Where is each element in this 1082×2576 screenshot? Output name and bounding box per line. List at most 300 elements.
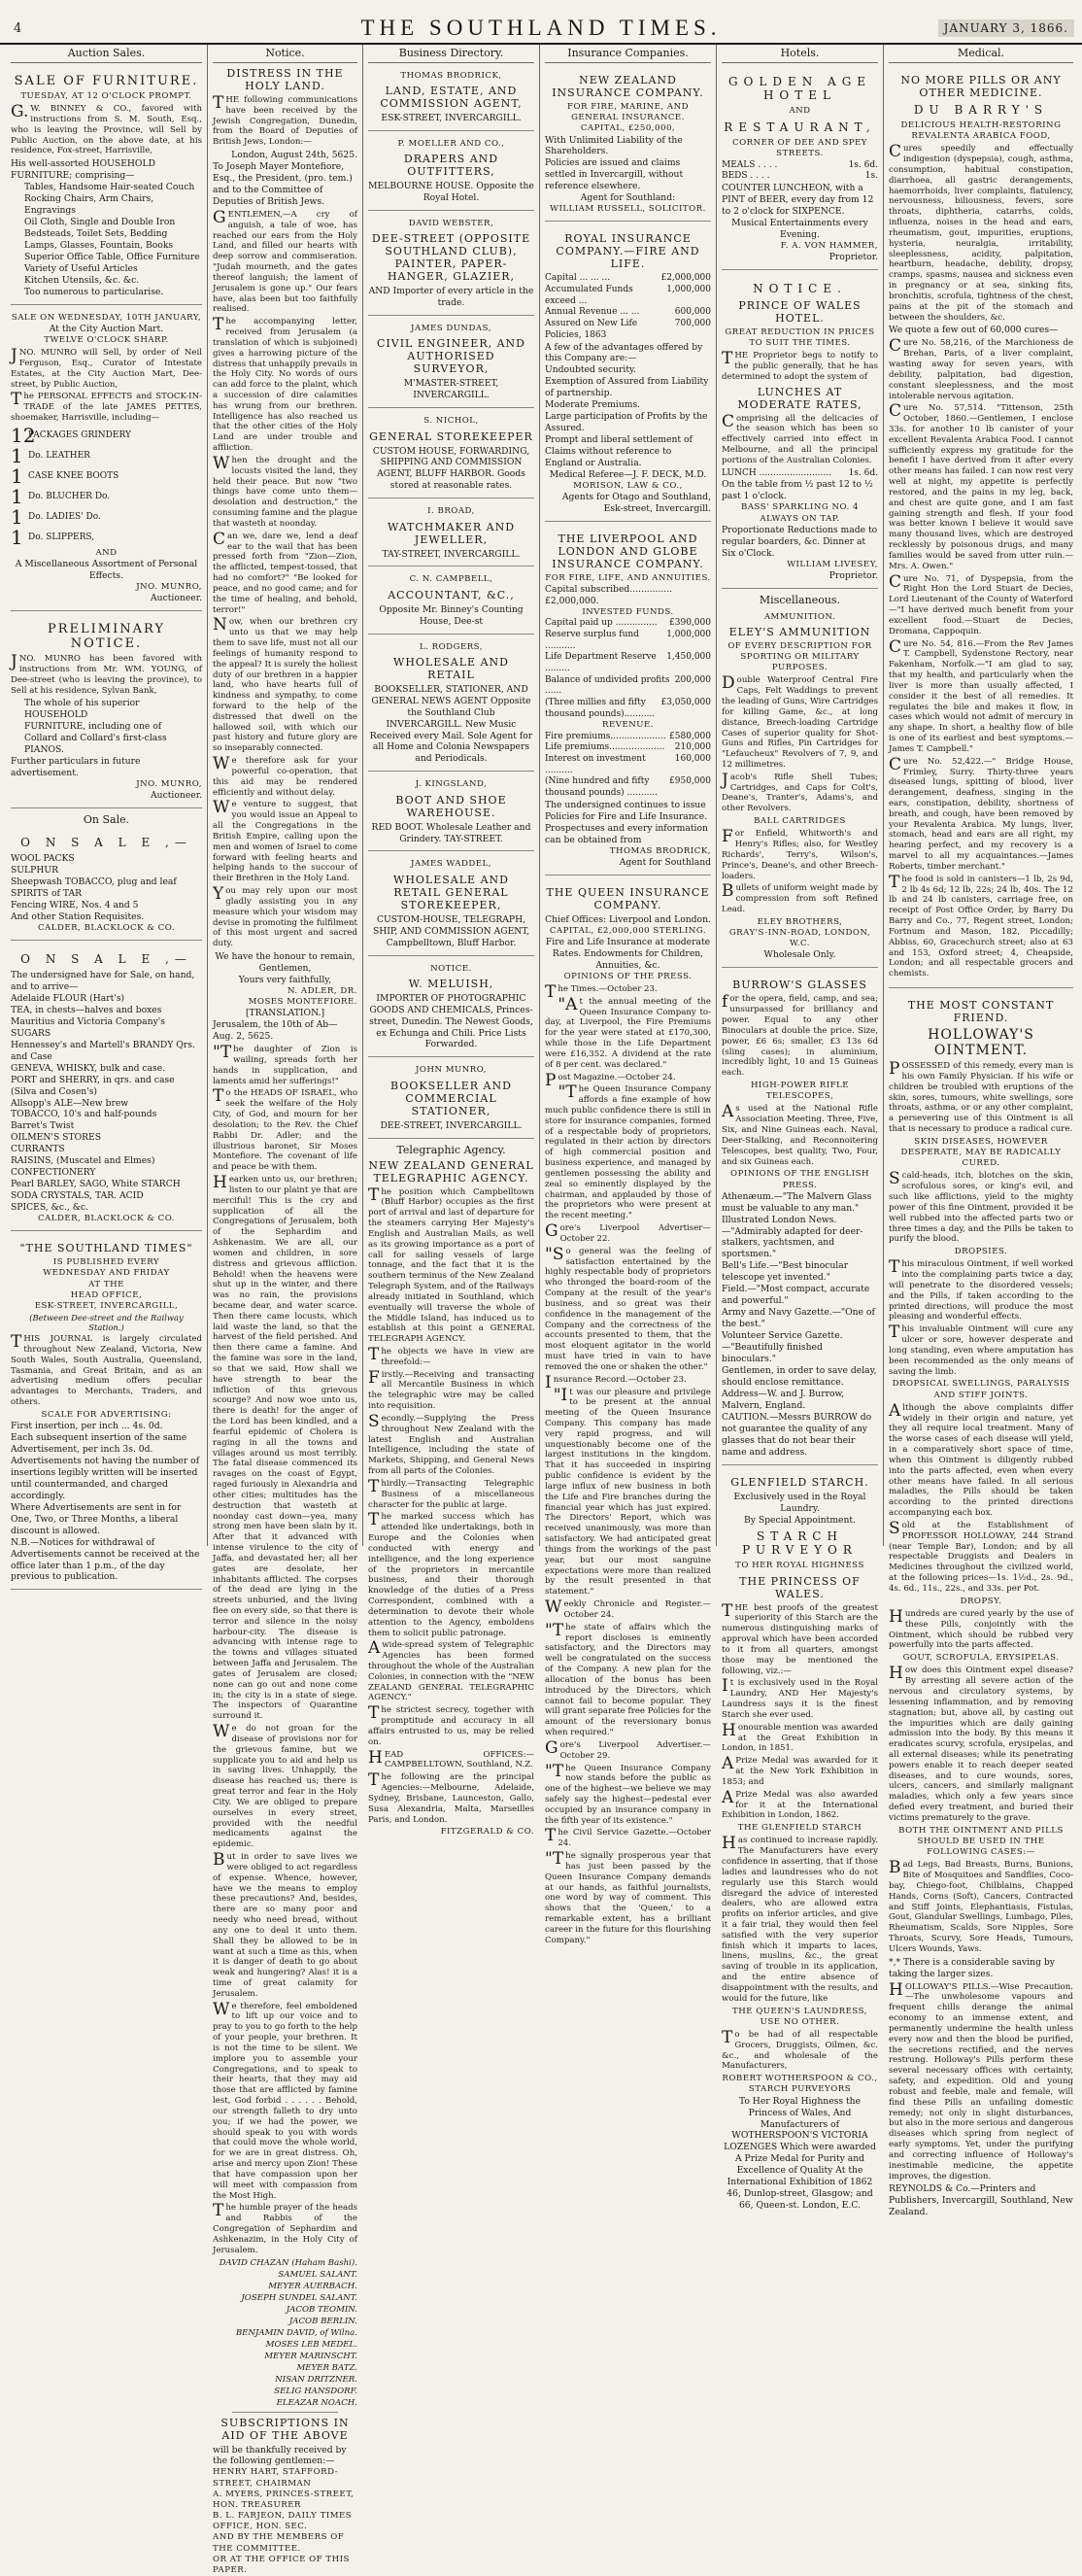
signer-role: Auctioneer.	[151, 790, 202, 802]
entry-trade: WHOLESALE AND RETAIL GENERAL STOREKEEPER,	[393, 873, 509, 911]
ad-body: Has continued to increase rapidly. The Manufacturers have every confidence in asserting, that if those ladies and laundresses who do not regularly use this Starch would disregard the advice of interested dealers, who are allowed extra profits on inferior articles, and give it a fair trial, they would then feel satisfied with the very superior finish which it imparts to laces, linens, muslins, &c., the great saving of trouble in its application, and the entire absence of disappointment with the results, and would for the future, like	[722, 1834, 878, 2004]
ad-line: To Her Royal Highness the Princess of Wales, And Manufacturers of WOTHERSPOON'S VICTORIA LOZENGES Which were awarded A Prize Medal for Purity and Excellence of Quality At the International Exhibition of 1862	[724, 2095, 876, 2188]
article-paragraph: The humble prayer of the heads and Rabbis of the Congregation of Sephardim and Ashkenazim, in the Holy City of Jerusalem.	[213, 2201, 357, 2255]
signatory-name: MEYER AUERBACH.	[268, 2281, 357, 2291]
ad-line: We quote a few out of 60,000 cures—	[889, 325, 1059, 336]
ad-title: BURROW'S GLASSES	[732, 979, 867, 992]
ad-body: Bullets of uniform weight made by compression from soft Refined Lead.	[722, 881, 878, 915]
ad-agent: THOMAS BRODRICK,	[609, 845, 711, 856]
article-to: To Joseph Mayer Montefiore, Esq., the President, (pro. tem.) and to the Committee of Deputies of British Jews.	[213, 161, 353, 207]
royal-insurance-ad	[545, 225, 711, 522]
ad-line: *,* There is a considerable saving by taking the larger sizes.	[889, 1956, 1055, 1979]
price-row: MEALS . . . . 1s. 6d.	[722, 159, 878, 170]
list-item: Hennessey's and Martell's BRANDY Qrs. and Case	[11, 1039, 195, 1062]
article-close: We have the honour to remain,	[215, 951, 355, 963]
ledger-total: (Three millies and fifty thousand pounds)........... £3,050,000	[545, 698, 711, 719]
section-heading: Business Directory.	[368, 45, 534, 63]
list-item: CURRANTS	[11, 1144, 65, 1155]
list-item: Fencing WIRE, Nos. 4 and 5	[11, 899, 139, 910]
ad-further: Further particulars in future advertisement.	[11, 756, 141, 779]
pub-body: THIS JOURNAL is largely circulated throughout New Zealand, Victoria, New South Wales, South Australia, Queensland, Tasmania, and Great Britain, and as an advertising medium offers peculiar advantages to Merchants, Traders, and others.	[11, 1332, 202, 1408]
ad-title: NEW ZEALAND INSURANCE COMPANY.	[552, 74, 704, 99]
subscription-entry: B. L. FARJEON, DAILY TIMES OFFICE, HON. SEC.	[213, 2511, 353, 2532]
agency-paragraph: The marked success which has attended like undertakings, both in Europe and the Colonies when conducted with energy and intelligence, and the long experience of the proprietors in mercantile business, and their thorough knowledge of the duties of a Press Correspondent, combined with a determination to devote their whole attention to the Agency, emboldens them to solicit public patronage.	[368, 1510, 534, 1638]
ad-body: Scald-heads, itch, blotches on the skin, scrofulous sores, or king's evil, and such like afflictions, yield to the mighty power of this fine Ointment, provided it be well rubbed into the affected parts two or three times a day, and the Pills be taken to purify the blood.	[889, 1169, 1073, 1245]
ad-line: A few of the advantages offered by this Company are:—	[545, 341, 703, 364]
price-table	[722, 160, 878, 183]
ad-line: With Unlimited Liability of the Shareholders.	[545, 134, 683, 157]
agency-paragraph: Thirdly.—Transacting Telegraphic Business of a miscellaneous character for the public at large.	[368, 1476, 534, 1510]
item-list	[11, 423, 202, 549]
ad-subtitle: FOR FIRE, LIFE, AND ANNUITIES.	[545, 573, 711, 584]
section-heading: On Sale.	[83, 813, 130, 827]
ad-body: THE Proprietor begs to notify to the public generally, that he has determined to adopt the system of	[722, 349, 878, 382]
subscription-list	[213, 2467, 357, 2576]
list-item: Kitchen Utensils, &c. &c.	[24, 274, 140, 286]
list-item: SPIRITS of TAR	[11, 888, 83, 900]
entry-trade: ACCOUNTANT, &C.,	[388, 588, 515, 601]
signer-role: STARCH PURVEYORS	[748, 2084, 852, 2095]
article-date: London, August 24th, 5625.	[231, 150, 357, 161]
list-item: Barret's Twist	[11, 1120, 75, 1132]
pub-rate: N.B.—Notices for withdrawal of Advertisements cannot be received at the office later than 1 p.m., of the day previous to publication.	[11, 1536, 200, 1583]
ad-body: The food is sold in canisters—1 lb, 2s 9d, 2 lb 4s 6d; 12 lb, 22s; 24 lb, 40s. The 12 lb and 24 lb canisters, carriage free, on receipt of Post Office Order, by Barry Du Barry and Co., 77, Regent street, London; Fortnum and Mason, 182, Piccadilly; Abbiss, 60, Gracechurch street; also at 63 and 153, Oxford street; 4, Cheapside, London; and all respectable grocers and chemists.	[889, 872, 1073, 979]
ad-line: Agent for Southland:	[580, 192, 676, 204]
ad-line: Proportionate Reductions made to regular boarders, &c. Dinner at Six o'Clock.	[722, 524, 878, 559]
directory-entry	[368, 775, 534, 851]
ad-agent: WILLIAM RUSSELL, SOLICITOR.	[550, 204, 706, 215]
press-opinion: The Times.—October 23.	[545, 981, 658, 1002]
list-item: Allsopp's ALE—New brew	[11, 1097, 129, 1109]
price-row: BEDS . . . . 1s.	[722, 171, 878, 182]
ad-agent: MORISON, LAW & CO.,	[573, 480, 683, 491]
entry-trade: CIVIL ENGINEER, AND AUTHORISED SURVEYOR,	[377, 337, 525, 376]
ad-body: Jacob's Rifle Shell Tubes; Cartridges, and Caps for Colt's, Deane's, Tranter's, Adams's, and other Revolvers.	[722, 770, 878, 814]
ad-line: The undersigned continues to issue Policies for Fire and Life Insurance.	[545, 799, 708, 822]
ad-capital: CAPITAL, £250,000,	[580, 123, 676, 134]
entry-name: P. MOELLER AND CO.,	[397, 139, 505, 150]
ad-body: G.W. BINNEY & CO., favored with instructions from S. M. South, Esq., who is leaving the Province, will Sell by Public Auction, on the above date, at his residence, Fox-street, Harrisville,	[11, 102, 202, 156]
column-business-directory	[363, 45, 540, 1838]
signatory-name: MEYER BATZ.	[296, 2362, 357, 2373]
entry-name: NOTICE.	[430, 963, 472, 974]
agency-paragraph: The position which Campbelltown (Bluff Harbor) occupies as the first port of arrival and last of departure for the steamers carrying Her Majesty's English and Australian Mails, as well as its growing importance as a port of call for sailing vessels of large tonnage, and the fact that it is the southern terminus of the New Zealand Telegraph System, and of the Railways already initiated in Southland, which eventually will traverse the whole of the Middle Island, has induced us to establish at this point a GENERAL TELEGRAPH AGENCY.	[368, 1185, 534, 1345]
ad-title: O N S A L E ,—	[20, 836, 192, 850]
list-item: Rocking Chairs, Arm Chairs, Engravings	[24, 193, 154, 217]
signer-role: Proprietor.	[828, 251, 878, 262]
ad-body: As used at the National Rifle Association Meeting. Three, Five, Six, and Nine Guineas each. Naval, Deer-Stalking, and Reconnoitering Telescopes, best quality, Two, Four, and six Guineas each.	[722, 1102, 878, 1167]
ledger-row: Fire premiums.................... £580,000	[545, 731, 711, 741]
agency-signature: FITZGERALD & CO.	[440, 1827, 534, 1838]
entry-name: I. BROAD,	[427, 506, 475, 517]
entry-name: JOHN MUNRO,	[415, 1065, 488, 1076]
ad-line: On the table from ½ past 12 to ½ past 1 o'clock.	[722, 479, 873, 502]
entry-trade: DEE-STREET (OPPOSITE SOUTHLAND CLUB), PAINTER, PAPER-HANGER, GLAZIER,	[371, 232, 531, 284]
press-opinion: Post Magazine.—October 24.	[545, 1070, 676, 1090]
ad-title: LUNCHES AT MODERATE RATES,	[737, 385, 862, 411]
ledger-row: Capital paid up ............... £390,000	[545, 618, 711, 629]
article-paragraph: To the HEADS OF ISRAEL, who seek the welfare of the Holy City, of God, and mourn for her desolation; to the Rev. the Chief Rabbi Dr. Adler; and the illustrious baronet, Sir Moses Montefiore. The covenant of life and peace be with them.	[213, 1086, 357, 1173]
agency-paragraph: HEAD OFFICES:—CAMPBELLTOWN, Southland, N.Z.	[368, 1747, 534, 1770]
ad-line: Volunteer Service Gazette.—"Beautifully finished binoculars."	[722, 1330, 843, 1365]
ledger-row: Capital ... ... ... £2,000,000	[545, 273, 711, 284]
ad-brand: HOLLOWAY'S OINTMENT.	[928, 1027, 1034, 1059]
ad-body: APrize Medal was also awarded for it at the International Exhibition in London, 1862.	[722, 1787, 878, 1821]
entry-trade: DRAPERS AND OUTFITTERS,	[403, 153, 499, 179]
ad-title: ROYAL INSURANCE COMPANY.—FIRE AND LIFE.	[556, 232, 700, 271]
ad-brand: DU BARRY'S	[913, 103, 1049, 117]
ad-line: Chief Offices: Liverpool and London.	[545, 913, 711, 925]
ad-line: FURNITURE, including one of	[24, 721, 162, 733]
ad-title: GLENFIELD STARCH.	[730, 1475, 869, 1489]
list-item: Tables, Handsome Hair-seated Couch	[24, 182, 195, 193]
pub-scale: SCALE FOR ADVERTISING:	[41, 1409, 172, 1420]
ad-body: How does this Ointment expel disease? By arresting all severe action of the nervous and circulatory systems, by lessening inflammation, and by removing stagnation; but, above all, by casting out the impurities which are daily gaining admission into the body. By this means it eradicates scurvy, scrofula, erysipelas, and all external diseases; while its penetrating powers enable it to reach deeper seated diseases, and to cure wounds, sores, ulcers, cancers, and similarly malignant maladies, which only a few years since defied every treatment, and buried their victims prematurely to the grave.	[889, 1664, 1073, 1823]
article-paragraph: We therefore ask for your powerful co-operation, that this aid may be rendered efficiently and without delay.	[213, 754, 357, 798]
article-paragraph: Can we, dare we, lend a deaf ear to the wail that has been pressed forth from "Zion—Zion, the afflicted, tempest-tossed, that had no comfort?" "Be looked for peace, and no good came; and for the time of healing, and behold, terror!"	[213, 529, 357, 615]
ad-title: THE QUEEN INSURANCE COMPANY.	[546, 885, 710, 911]
list-item: Adelaide FLOUR (Hart's)	[11, 992, 125, 1004]
item-list	[11, 993, 202, 1214]
advantage-item: Moderate Premiums.	[545, 399, 641, 411]
article-paragraph: GENTLEMEN,—A cry of anguish, a tale of woe, has reached our ears from the Holy Land, and filled our hearts with deep sorrow and commiseration. "Judah mourneth, and the gates thereof languish; the lament of Jerusalem is gone up." Our fears have, alas been but too faithfully realised.	[213, 207, 357, 315]
advantage-list	[545, 364, 711, 469]
ad-address: GRAY'S-INN-ROAD, LONDON, W.C.	[728, 928, 871, 949]
signer: ROBERT WOTHERSPOON & CO.,	[722, 2074, 878, 2084]
directory-entry	[368, 67, 534, 131]
translation-label: [TRANSLATION.]	[245, 1008, 325, 1019]
entry-name: DAVID WEBSTER,	[408, 219, 494, 229]
list-item: WOOL PACKS	[11, 853, 75, 865]
directory-entry	[368, 570, 534, 634]
signer: CALDER, BLACKLOCK & CO.	[37, 1214, 176, 1224]
ad-line: Prospectuses and every information can be obtained from	[545, 822, 708, 845]
ad-subtitle: INVESTED FUNDS.	[582, 607, 674, 618]
ad-body: APrize Medal was awarded for it at the New York Exhibition in 1853; and	[722, 1754, 878, 1787]
entry-address: CUSTOM HOUSE, FORWARDING, SHIPPING AND COMMISSION AGENT, BLUFF HARBOR. Goods stored at reasonable rates.	[372, 445, 530, 492]
entry-address: Opposite Mr. Binney's Counting House, Dee-st	[379, 603, 524, 627]
ad-line: Medical Referee—J. F. DECK, M.D.	[549, 469, 707, 481]
ad-subtitle: DELICIOUS HEALTH-RESTORING REVALENTA ARABICA FOOD,	[900, 120, 1062, 142]
article-paragraph: THE following communications have been received by the Jewish Congregation, Dunedin, from the Board of Deputies of British Jews, London:—	[213, 93, 357, 148]
list-item: 1 Do. SLIPPERS,	[11, 525, 95, 549]
ad-body: Hundreds are cured yearly by the use of these Pills, conjointly with the Ointment, which should be rubbed very powerfully into the parts affected.	[889, 1606, 1073, 1651]
ad-address: 46, Dunlop-street, Glasgow; and 66, Queen-st. London, E.C.	[727, 2188, 873, 2212]
press-opinion: The Civil Service Gazette.—October 24.	[545, 1826, 711, 1849]
entry-address: ESK-STREET, INVERCARGILL.	[381, 113, 522, 124]
ad-subtitle: THE PRINCESS OF WALES.	[739, 1574, 861, 1600]
press-opinion: "The signally prosperous year that has just been passed by the Queen Insurance Company demands at our hands, as faithful journalists, one word by way of comment. This shows that the 'Queen,' to a remarkable extent, has a brilliant career in the future for this flourishing Company."	[545, 1849, 711, 1945]
masthead	[0, 0, 1082, 45]
list-item: Too numerous to particularise.	[24, 286, 164, 297]
column-auction-sales	[6, 45, 208, 1583]
ad-subtitle: RESTAURANT,	[724, 120, 876, 135]
list-item: OILMEN'S STORES	[11, 1132, 102, 1144]
directory-entry	[368, 215, 534, 316]
entry-address: DEE-STREET, INVERCARGILL.	[380, 1119, 523, 1131]
press-opinion: Gore's Liverpool Advertiser.—October 29.	[545, 1737, 711, 1761]
ad-line: Wholesale Only.	[763, 949, 836, 961]
signatory-name: SAMUEL SALANT.	[278, 2269, 357, 2280]
ad-capital: CAPITAL, £2,000,000 STERLING.	[549, 925, 707, 936]
ad-subtitle: FOR FIRE, MARINE, AND GENERAL INSURANCE.	[566, 102, 690, 123]
signer: CALDER, BLACKLOCK & CO.	[37, 922, 176, 933]
pub-line: AT THE	[88, 1279, 124, 1289]
ad-time: TUESDAY, AT 12 O'CLOCK PROMPT.	[20, 91, 192, 101]
furniture-sale-ad	[11, 67, 202, 305]
entry-trade: BOOKSELLER AND COMMERCIAL STATIONER,	[390, 1079, 512, 1117]
page-number: 4	[14, 21, 22, 36]
article-title: DISTRESS IN THE HOLY LAND.	[226, 67, 344, 92]
list-item: PORT and SHERRY, in qrs. and case (Silva and Cosen's)	[11, 1074, 175, 1097]
press-opinion: "The state of affairs which the report discloses is eminently satisfactory, and the Directors may well be congratulated on the success of the Company. A new plan for the allocation of the bonus has been introduced by the Directors, which cannot fail to become popular. They will grant separate free Policies for the amount of the reversionary bonus when required."	[545, 1620, 711, 1738]
press-opinion: "The Queen Insurance Company now stands before the public as one of the highest—we believe we may safely say the highest—pedestal ever occupied by an insurance company in the fifth year of its existence."	[545, 1761, 711, 1826]
liverpool-insurance-ad	[545, 526, 711, 876]
ad-subtitle: THE QUEEN'S LAUNDRESS, USE NO OTHER.	[732, 2006, 867, 2027]
list-item: SODA CRYSTALS, TAR. ACID	[11, 1190, 144, 1202]
ad-line: Address—W. and J. Burrow, Malvern, England.	[722, 1388, 845, 1411]
ad-body: Although the above complaints differ widely in their origin and nature, yet they all require local treatment. Many of the worse cases of each disease will yield, in a comparatively short space of time, when this Ointment is diligently rubbed into the parts affected, even when every other means have failed. In all serious maladies, the Pills should be taken according to the printed directions accompanying each box.	[889, 1400, 1073, 1519]
entry-trade: GENERAL STOREKEEPER	[369, 429, 533, 443]
item-list	[11, 182, 202, 298]
effects-sale-ad	[11, 309, 202, 611]
ledger-row: Balance of undivided profits ...... 200,000	[545, 674, 711, 697]
signer: F. A. VON HAMMER,	[780, 240, 878, 251]
press-opinions	[545, 981, 711, 1946]
signatory-name: MEYER MARINSCHT.	[264, 2351, 357, 2361]
ad-subtitle: HIGH-POWER RIFLE TELESCOPES,	[750, 1081, 850, 1102]
ad-subtitle: BOTH THE OINTMENT AND PILLS SHOULD BE USED IN THE FOLLOWING CASES:—	[898, 1825, 1064, 1858]
article-paragraph: "The daughter of Zion is wailing, spreads forth her hands in supplication, and laments amid her sufferings!"	[213, 1043, 357, 1086]
ad-subtitle: DROPSIES.	[954, 1247, 1008, 1257]
ad-title: THE LIVERPOOL AND LONDON AND GLOBE INSURANCE COMPANY.	[552, 532, 704, 571]
ad-body: Cure No. 58,216, of the Marchioness de Brehan, Paris, of a liver complaint, wasting away for seven years, with debility, palpitation, bad digestion, constant sleeplessness, and the most intolerable nervous agitation.	[889, 336, 1073, 401]
ledger-row: Life premiums.................... 210,000	[545, 742, 711, 753]
ad-body: This miraculous Ointment, if well worked into the complaining parts twice a day, will penetrate to the disordered vessels; and the Pills, if taken according to the printed directions, will produce the most pleasing and wonderful effects.	[889, 1257, 1073, 1322]
section-heading: Hotels.	[722, 45, 878, 63]
directory-entry	[368, 855, 534, 955]
column-hotels	[717, 45, 884, 2212]
pub-rate: First insertion, per inch ... 4s. 0d.	[11, 1421, 163, 1432]
ad-line: TO HER ROYAL HIGHNESS	[735, 1561, 864, 1571]
pub-rate: Advertisements not having the number of insertions legibly written will be inserted until countermanded, and charged accordingly.	[11, 1455, 200, 1501]
ad-title: PRINCE OF WALES HOTEL.	[738, 298, 862, 325]
signatory-name: SELIG HANSDORF.	[274, 2386, 357, 2396]
ad-lead: The undersigned have for Sale, on hand, and to arrive—	[11, 970, 195, 992]
agency-title: NEW ZEALAND GENERAL TELEGRAPHIC AGENCY.	[368, 1158, 534, 1185]
ad-subtitle: OF EVERY DESCRIPTION FOR SPORTING OR MILITARY PURPOSES.	[727, 640, 872, 673]
article-paragraph: We do not groan for the disease of provisions nor for the grievous famine, but we supplicate you to aid and help us in saving lives. Unhappily, the disease has reached us; there is great terror and fear in the Holy City. We are obliged to prepare ourselves in every street, provided with the needful medicaments against the epidemic.	[213, 1722, 357, 1850]
advantage-item: Prompt and liberal settlement of Claims without reference to England or Australia.	[545, 434, 693, 469]
list-item: Sheepwash TOBACCO, plug and leaf	[11, 876, 177, 888]
ledger-table	[545, 732, 711, 777]
ad-line: BASS' SPARKLING NO. 4 ALWAYS ON TAP.	[741, 502, 859, 524]
ledger-table	[545, 618, 711, 698]
signatory-name: JOSEPH SUNDEL SALANT.	[241, 2292, 357, 2303]
ad-body: HOLLOWAY'S PILLS.—Wise Precaution.—The unwholesome vapours and frequent chills derange the animal economy to an immense extent, and permanently undermine the health unless every now and then the blood be purified, the secretions rectified, and the nerves restrung. Holloway's Pills perform these several necessary offices with certainty, safety, and expedition. Old and young robust and feeble, male and female, will find these Pills an unfailing domestic remedy; not only in slight disturbances, but also in the more serious and dangerous diseases which spring from neglect of early symptoms. Yet, under the purifying and correcting influence of Holloway's inestimable medicine, the appetite improves, the digestion.	[889, 1979, 1073, 2181]
ad-line: CAUTION.—Messrs BURROW do not guarantee the quality of any glasses that do not bear their name and address.	[722, 1411, 872, 1458]
ad-body: POSSESSED of this remedy, every man is his own Family Physician. If his wife or children be troubled with eruptions of the skin, sores, tumours, white swellings, sore throats, asthma, or or any other complaint, a persevering use of this Ointment is all that is necessary to produce a radical cure.	[889, 1059, 1073, 1135]
directory-entry	[368, 1061, 534, 1138]
ad-line: Exclusively used in the Royal Laundry.	[733, 1491, 866, 1514]
list-item: Superior Office Table, Office Furniture	[24, 251, 200, 262]
article-signature: N. ADLER, DR.	[287, 985, 357, 996]
ad-subtitle: THE GLENFIELD STARCH	[737, 1823, 862, 1834]
ad-time: TWELVE O'CLOCK SHARP.	[44, 334, 169, 345]
preliminary-notice	[11, 615, 202, 808]
ad-body: JNO. MUNRO has been favored with instructions from Mr. WM. YOUNG, of Dee-street (who is leaving the province), to Sell at his residence, Sylvan Bank,	[11, 652, 202, 696]
ad-when: SALE ON WEDNESDAY, 10TH JANUARY,	[11, 312, 202, 323]
column-medical	[884, 45, 1078, 2218]
press-opinion: Weekly Chronicle and Register.—October 24.	[545, 1597, 711, 1620]
list-item: 1 Do. LEATHER	[11, 443, 90, 467]
ad-line: Illustrated London News.—"Admirably adapted for deer-stalkers, yachtsmen, and sportsmen."	[722, 1214, 863, 1260]
du-barry-ad	[889, 67, 1073, 988]
item-list	[11, 853, 202, 923]
agency-paragraph: The strictest secrecy, together with promptitude and accuracy in all affairs entrusted to us, may be relied on.	[368, 1703, 534, 1747]
lunch-price: LUNCH .......................... 1s. 6d.	[722, 467, 878, 478]
ad-misc: A Miscellaneous Assortment of Personal Effects.	[15, 559, 198, 581]
ad-where: At the City Auction Mart.	[49, 323, 164, 334]
list-item: 1 Do. BLUCHER Do.	[11, 484, 111, 508]
pub-rate: Where Advertisements are sent in for One, Two, or Three Months, a liberal discount is allowed.	[11, 1501, 182, 1536]
ad-title: "THE SOUTHLAND TIMES"	[19, 1242, 193, 1255]
section-heading: Medical.	[889, 45, 1073, 63]
ad-body: For Enfield, Whitworth's and Henry's Rifles; also, for Westley Richards', Terry's, Wilson's, Prince's, Deane's, and other Breech-loaders.	[722, 827, 878, 881]
ad-subtitle: SKIN DISEASES, HOWEVER DESPERATE, MAY BE RADICALLY CURED.	[900, 1136, 1062, 1169]
ad-body: To be had of all respectable Grocers, Druggists, Oilmen, &c. &c., and wholesale of the Manufacturers,	[722, 2027, 878, 2072]
press-opinion: "At the annual meeting of the Queen Insurance Company to-day, at Liverpool, the Fire Premiums for the year were stated at £170,300, while those in the Life Department were £16,352. A dividend at the rate of 8 per cent. was declared."	[545, 994, 711, 1070]
ad-subtitle: OPINIONS OF THE ENGLISH PRESS.	[730, 1169, 869, 1190]
signer-role: Proprietor.	[828, 569, 878, 581]
article-close: Yours very faithfully,	[238, 974, 332, 985]
ad-line: Bell's Life.—"Best binocular telescope yet invented."	[722, 1260, 849, 1284]
article-paragraph: When the drought and the locusts visited the land, they held their peace. But now "two things have come unto them—desolation and destruction," the consuming famine and the plague that wasteth at noonday.	[213, 453, 357, 529]
entry-name: C. N. CAMPBELL,	[409, 574, 493, 585]
article-signature: MOSES MONTEFIORE.	[248, 997, 357, 1008]
entry-trade: WHOLESALE AND RETAIL	[393, 655, 509, 681]
on-sale-ad-1	[11, 828, 202, 941]
ad-body: Cure No. 57,514. "Tittenson, 25th October, 1860.—Gentlemen, I enclose 33s. for another 10 lb canister of your excellent Revalenta Arabica Food. I cannot sufficiently express my gratitude for the benefit I have derived from it after every other means has failed. I can now rest very well at night, my appetite is perfectly restored, and the pains in my leg, back, and chest are quite gone, and I am fast gaining strength and flesh. If your food was better known I believe it would save many thousand lives, which are destroyed recklessly by poisonous drugs, and many families would be saved from utter ruin.—Mrs. A. Owen."	[889, 401, 1073, 571]
holloway-ad	[889, 992, 1073, 2224]
directory-entry	[368, 502, 534, 567]
list-item: Oil Cloth, Single and Double Iron Bedsteads, Toilet Sets, Bedding	[24, 217, 176, 240]
ad-agent-role: Agent for Southland	[619, 856, 711, 868]
subscription-entry: HENRY HART, STAFFORD-STREET, CHAIRMAN	[213, 2467, 339, 2489]
ad-line: COUNTER LUNCHEON, with a PINT of BEER, every day from 12 to 2 o'clock for SIXPENCE.	[722, 182, 874, 217]
ledger-table	[545, 273, 711, 341]
list-item: Pearl BARLEY, SAGO, White STARCH	[11, 1179, 181, 1190]
ad-line: Army and Navy Gazette.—"One of the best."	[722, 1307, 875, 1330]
list-item: SULPHUR	[11, 865, 58, 876]
signatory-list	[213, 2258, 357, 2408]
signer-role: Auctioneer.	[151, 593, 202, 604]
directory-entry	[368, 135, 534, 211]
column-notice	[208, 45, 363, 2575]
printer-imprint: REYNOLDS & Co.—Printers and Publishers, Invercargill, Southland, New Zealand.	[889, 2183, 1073, 2218]
entry-trade: BOOT AND SHOE WAREHOUSE.	[395, 793, 507, 819]
list-item: Mauritius and Victoria Company's SUGARS	[11, 1015, 166, 1039]
ledger-row: Assured on New Life Policies, 1863 700,000	[545, 319, 711, 340]
section-heading: Notice.	[213, 45, 357, 63]
agency-paragraph: The objects we have in view are threefold:—	[368, 1344, 534, 1367]
subscription-entry: OR AT THE OFFICE OF THIS PAPER.	[213, 2554, 350, 2575]
press-opinion: "So general was the feeling of satisfaction entertained by the highly respectable body of proprietors who thronged the board-room of the Company at the result of the year's business, and so great was their confidence in the management of the Company and the correctness of the accounts presented to them, that the most eloquent agitator in the world must have tried in vain to have removed the one or shaken the other."	[545, 1244, 711, 1372]
prince-of-wales-hotel-ad	[722, 274, 878, 589]
ledger-row: Accumulated Funds exceed ... 1,000,000	[545, 285, 711, 306]
ad-body: JNO. MUNRO will Sell, by order of Neil Ferguson, Esq., Curator of Intestate Estates, at the City Auction Mart, Dee-street, by Public Auction,	[11, 346, 202, 390]
article-paragraph: Hearken unto us, our brethren; listen to our plaint ye that are merciful! This is the cry and supplication of all the Congregations of Jerusalem, both of the Sephardim and Ashkenasim. We are all, our women and children, in sore distress and grievous affliction. Behold! when the heavens were shut up in the winter, and there was no rain, the provisions became dear, and water scarce. Then there came locusts, which laid waste the land, so that the harvest of the field perished. And then there came a famine. And the famine was sore in the land, so that we said, How shall we have strength to bear the infliction of this grievous scourge? And now woe unto us, there is death! for the anger of the Lord has been kindled, and a fearful epidemic of Cholera is raging in all the towns and villages around us most terribly. The fatal disease commenced its ravages on the coast of Egypt, raged furiously in Alexandria and other cities; multitudes has the destruction that wasteth at noonday cast down—yea, many strong men have been slain by it. After that it advanced with intense virulence to the city of Jaffa, and devastated her; all her gates are desolate, her inhabitants afflicted. The corpses of the dead are lying in the streets unburied, and the living flee on every side, so that there is terror and silence in the noisy harbour-city. The disease is advancing with intense rage to the towns and villages situated between Jaffa and Jerusalem. The gates of Jerusalem are closed; none can go out and none come in; the city is in a state of siege. The inspectors of Quarantine surround it.	[213, 1173, 357, 1722]
ad-body: Cure No. 52,422.—" Bridge House, Frimley, Surry. Thirty-three years diseased lungs, spitting of blood, liver derangement, deafness, singing in the ears, constipation, debility, shortness of breath, and cough, have been removed by your Revalenta Arabica. My lungs, liver, stomach, head and ears are all right, my hearing perfect, and my recovery is a marvel to all my acquaintances.—James Roberts, timber merchant."	[889, 754, 1073, 872]
pub-rate: Each subsequent insertion of the same Advertisement, per inch 3s. 0d.	[11, 1432, 187, 1455]
ad-lead: The PERSONAL EFFECTS and STOCK-IN-TRADE of the late JAMES PETTES, shoemaker, Harrisville, including—	[11, 390, 202, 424]
agency-paragraph: The following are the principal Agencies:—Melbourne, Adelaide, Sydney, Brisbane, Launceston, Gallo, Susa Alexandria, Malta, Marseilles Paris, and London.	[368, 1770, 534, 1825]
ad-subtitle: BALL CARTRIDGES	[754, 816, 846, 827]
ad-line: Field.—"Most compact, accurate and powerful."	[722, 1284, 870, 1307]
ledger-row: Interest on investment .......... 160,000	[545, 754, 711, 775]
ad-line: Musical Entertainments every Evening.	[731, 217, 868, 240]
issue-date: JANUARY 3, 1866.	[938, 19, 1074, 37]
directory-list	[368, 67, 534, 1139]
burrow-glasses-ad	[722, 972, 878, 1464]
eley-ammunition-ad	[722, 608, 878, 969]
ad-body: It is exclusively used in the Royal Laundry, AND Her Majesty's Laundress says it is the finest Starch she ever used.	[722, 1676, 878, 1720]
ad-body: THE best proofs of the greatest superiority of this Starch are the numerous distinguishing marks of approval which have been accorded to it from all quarters, amongst those may be mentioned the following, viz.:—	[722, 1600, 878, 1676]
list-item: GENEVA, WHISKY, bulk and case.	[11, 1062, 166, 1074]
entry-trade: WATCHMAKER AND JEWELLER,	[387, 520, 516, 546]
ad-subtitle: DROPSICAL SWELLINGS, PARALYSIS AND STIFF JOINTS.	[892, 1379, 1070, 1400]
article-paragraph: You may rely upon our most gladly assisting you in any measure which your wisdom may devise in promoting the fulfilment of this most urgent and sacred duty.	[213, 884, 357, 949]
subscriptions-body: will be thankfully received by the following gentlemen:—	[213, 2444, 347, 2467]
entry-address: AND Importer of every article in the trade.	[368, 286, 534, 309]
press-opinion: "The Queen Insurance Company affords a fine example of how much public confidence there is still in store for insurance companies, formed of a respectable body of proprietors, regulated in their action by directors of high commercial position and business experience, and managed by gentlemen possessing the ability and zeal so eminently displayed by the chairman, and applauded by those of the proprietors who were present at the recent meeting."	[545, 1082, 711, 1221]
section-heading: Insurance Companies.	[545, 45, 711, 63]
ad-body: Cures speedily and effectually indigestion (dyspepsia), cough, asthma, consumption, habitual constipation, diarrhoea, all gastric derangements, haemorrhoids, liver complaints, flatulency, nervousness, biliousness, fevers, sore throats, diphtheria, catarrhs, colds, influenza, noises in the head and ears, rheumatism, gout, impurities, eruptions, hysteria, neuralgia, irritability, sleeplessness, acidity, palpitation, heartburn, headache, debility, dropsy, cramps, spasms, nausea and sickness even in pregnancy or at sea, sinking fits, bronchitis, scrofula, tightness of the chest, pains at the pit of the stomach and between the shoulders, &c.	[889, 142, 1073, 323]
ad-body: for the opera, field, camp, and sea; unsurpassed for brilliancy and power. Equal to any other Binoculars at double the price. Size, power, £6 6s; smaller, £3 13s 6d (sling cases); in aluminium, incredibly light, 10 and 15 Guineas each.	[722, 992, 878, 1079]
entry-address: M'MASTER-STREET, INVERCARGILL.	[403, 378, 499, 401]
list-item: 1 CASE KNEE BOOTS	[11, 464, 119, 488]
press-opinion: "It was our pleasure and privilege to be present at the annual meeting of the Queen Insurance Company. This company has made very rapid progress, and will unquestionably become one of the largest institutions in the kingdom. That it has succeeded in inspiring public confidence is evident by the large influx of new business in both the Life and Fire branches during the financial year which has just expired. The Directors' Report, which was received unanimously, was more than satisfactory. We had anticipated great things from the workings of the past year, but our most sanguine expectations were more than realized by the result presented in that statement."	[545, 1385, 711, 1597]
directory-entry	[368, 320, 534, 408]
article-paragraph: But in order to save lives we were obliged to act regardless of expense. Whence, however, have we the means to employ these precautions? And, besides, there are so many poor and needy who need bread, without any one to deal it unto them. Shall they be allowed to be in want at such a time as this, when it is danger of death to go about weak and hungering? Alas! it is a time of great calamity for Jerusalem.	[213, 1850, 357, 1999]
golden-age-hotel-ad	[722, 67, 878, 270]
ad-line: By Special Appointment.	[743, 1514, 857, 1526]
ad-body: Sold at the Establishment of PROFESSOR HOLLOWAY, 244 Strand (near Temple Bar), London; and by all respectable Druggists and Dealers in Medicines throughout the civilized world, at the following prices—1s. 1½d., 2s. 9d., 4s. 6d., 11s., 22s., and 33s. per Pot.	[889, 1518, 1073, 1594]
section-heading: Miscellaneous.	[759, 593, 841, 606]
advantage-item: Exemption of Assured from Liability of partnership.	[545, 376, 709, 399]
agency-paragraph: Awide-spread system of Telegraphic Agencies has been formed throughout the whole of the Australian Colonies, in connection with the "NEW ZEALAND GENERAL TELEGRAPHIC AGENCY."	[368, 1638, 534, 1703]
entry-address: CUSTOM-HOUSE, TELEGRAPH, SHIP, AND COMMISSION AGENT, Campbelltown, Bluff Harbor.	[372, 913, 530, 948]
list-item: RAISINS, (Muscatel and Elmes)	[11, 1155, 155, 1167]
publication-notice	[11, 1235, 202, 1590]
ad-subtitle: DROPSY.	[960, 1596, 1002, 1606]
nz-insurance-ad	[545, 67, 711, 222]
list-item: TEA, in chests—halves and boxes	[11, 1004, 162, 1015]
column-insurance	[540, 45, 717, 1945]
subscription-entry: A. MYERS, PRINCES-STREET, HON. TREASURER	[213, 2489, 355, 2510]
directory-entry	[368, 638, 534, 773]
entry-name: S. NICHOL,	[423, 416, 479, 427]
subscriptions-title: SUBSCRIPTIONS IN AID OF THE ABOVE	[220, 2416, 350, 2442]
article-paragraph: We therefore, feel emboldened to lift up our voice and to pray to you to go forth to the help of your people, your brethren. It is not the time to be silent. We implore you to assemble your Congregations, and to speak to their hearts, that they may aid those that are afflicted by famine lest, God forbid . . . . . . Behold, our strength falleth to dry unto you; if we had the power, we should speak to you with words that could move the whole world, for we are in great distress. Oh, arise and mercy upon Zion! These that have compassion upon her will meet with compassion from the Most High.	[213, 1999, 357, 2201]
signatory-name: ELEAZAR NOACH.	[276, 2397, 357, 2408]
ad-body: Honourable mention was awarded at the Great Exhibition in London, in 1851.	[722, 1720, 878, 1754]
pub-line: IS PUBLISHED EVERY	[52, 1257, 160, 1268]
list-item: SPICES, &c., &c.	[11, 1202, 88, 1214]
ad-and: AND	[789, 106, 811, 116]
ad-title: GOLDEN AGE HOTEL	[727, 75, 872, 102]
ad-body: Comprising all the delicacies of the season which has been so effectively carried into effect in Melbourne, and all the principal portions of the Australian Colonies.	[722, 411, 878, 465]
